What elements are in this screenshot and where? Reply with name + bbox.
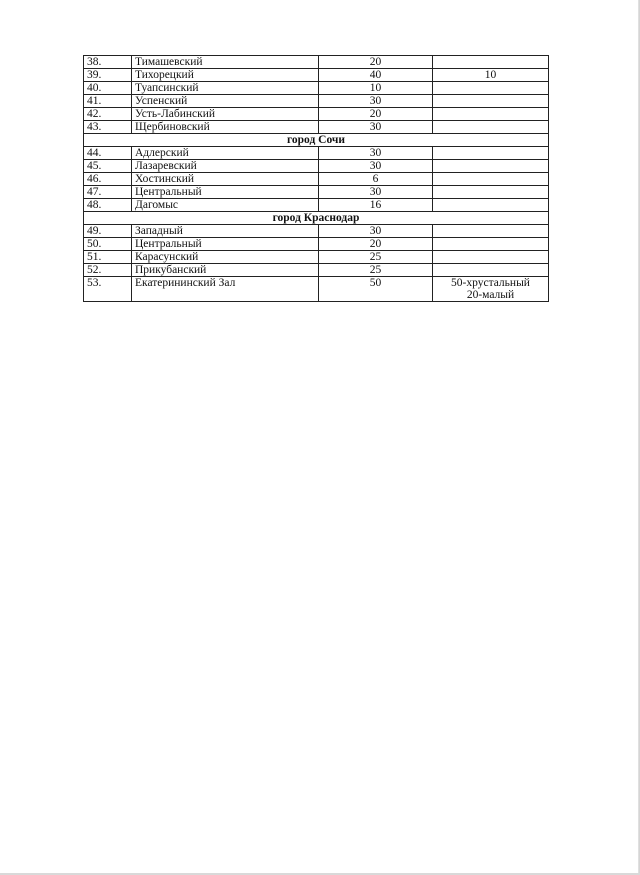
table-row [84,160,549,173]
note-cell [433,56,549,69]
district-name-cell: Хостинский [132,173,319,186]
note-cell [433,121,549,134]
district-name-cell: Прикубанский [132,264,319,277]
note-cell [433,160,549,173]
table-row [84,186,549,199]
district-name-cell: Адлерский [132,147,319,160]
count-cell: 16 [319,199,433,212]
row-number-cell: 45. [84,160,132,173]
note-cell [433,199,549,212]
row-number-cell: 47. [84,186,132,199]
table-row [84,121,549,134]
row-number-cell: 39. [84,69,132,82]
count-cell: 30 [319,225,433,238]
row-number-cell: 53. [84,277,132,302]
district-name-cell: Лазаревский [132,160,319,173]
table-row [84,199,549,212]
count-cell: 30 [319,186,433,199]
row-number-cell: 52. [84,264,132,277]
note-cell [433,108,549,121]
district-name-cell: Центральный [132,238,319,251]
table-row [84,251,549,264]
note-cell [433,82,549,95]
row-number-cell: 42. [84,108,132,121]
table-row [84,82,549,95]
table-row [84,225,549,238]
row-number-cell: 46. [84,173,132,186]
district-name-cell: Западный [132,225,319,238]
table-row [84,95,549,108]
district-name-cell: Успенский [132,95,319,108]
count-cell: 6 [319,173,433,186]
section-heading-row [84,134,549,147]
section-heading: город Краснодар [84,212,549,225]
table-row [84,277,549,302]
row-number-cell: 49. [84,225,132,238]
note-cell [433,238,549,251]
note-line: 50-хрустальный [451,277,530,289]
section-heading: город Сочи [84,134,549,147]
row-number-cell: 41. [84,95,132,108]
note-line: 20-малый [466,289,515,301]
table-row [84,108,549,121]
note-cell [433,147,549,160]
district-name-cell: Центральный [132,186,319,199]
count-cell: 25 [319,264,433,277]
count-cell: 25 [319,251,433,264]
district-name-cell: Туапсинский [132,82,319,95]
row-number-cell: 50. [84,238,132,251]
note-cell [433,277,549,302]
note-cell [433,264,549,277]
row-number-cell: 48. [84,199,132,212]
section-heading-row [84,212,549,225]
table-row [84,69,549,82]
note-cell [433,95,549,108]
count-cell: 40 [319,69,433,82]
count-cell: 30 [319,121,433,134]
district-name-cell: Дагомыс [132,199,319,212]
count-cell: 20 [319,56,433,69]
note-cell [433,69,549,82]
table-row [84,56,549,69]
note-cell [433,186,549,199]
district-name-cell: Усть-Лабинский [132,108,319,121]
registry-table [83,55,549,302]
table-row [84,147,549,160]
district-name-cell: Екатерининский Зал [132,277,319,302]
note-cell [433,251,549,264]
district-name-cell: Тимашевский [132,56,319,69]
count-cell: 20 [319,108,433,121]
count-cell: 10 [319,82,433,95]
row-number-cell: 40. [84,82,132,95]
note-cell [433,225,549,238]
count-cell: 30 [319,95,433,108]
district-name-cell: Тихорецкий [132,69,319,82]
note-cell [433,173,549,186]
count-cell: 30 [319,160,433,173]
district-name-cell: Щербиновский [132,121,319,134]
row-number-cell: 44. [84,147,132,160]
row-number-cell: 51. [84,251,132,264]
row-number-cell: 38. [84,56,132,69]
row-number-cell: 43. [84,121,132,134]
table-row [84,173,549,186]
district-name-cell: Карасунский [132,251,319,264]
count-cell: 30 [319,147,433,160]
count-cell: 50 [319,277,433,302]
table-row [84,264,549,277]
note-line: 10 [484,69,497,81]
table-row [84,238,549,251]
registry-table-body [84,56,549,302]
count-cell: 20 [319,238,433,251]
